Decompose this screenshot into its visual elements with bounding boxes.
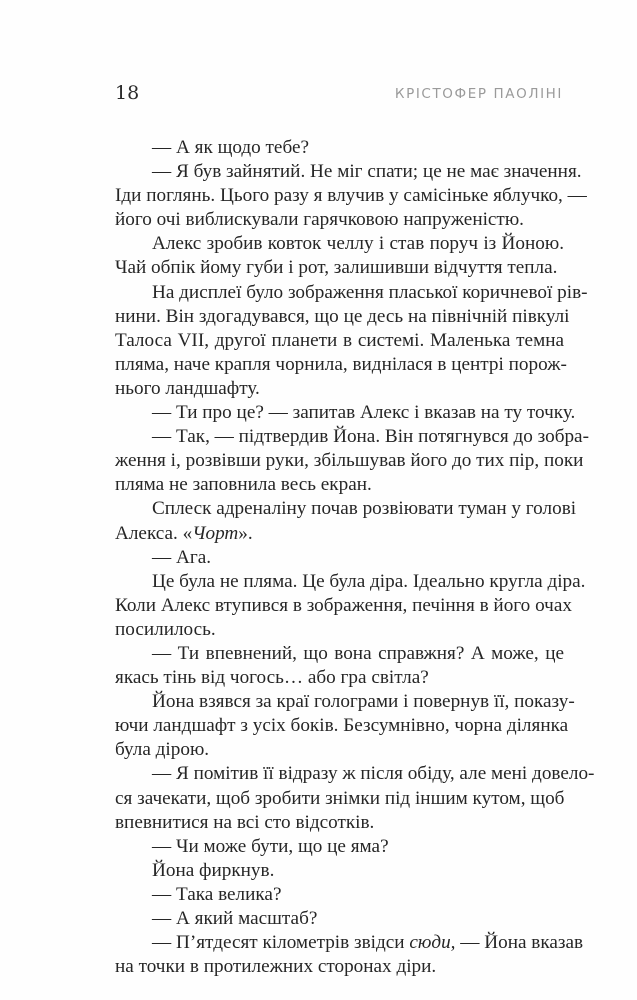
text-line [115, 136, 564, 160]
text-line-content: — А як щодо тебе? [152, 137, 309, 158]
text-line-content: Йона взявся за краї голограми і повернув її, показу- [152, 691, 575, 713]
text-line-content: Алекса. « [115, 522, 193, 544]
text-line [115, 208, 564, 232]
text-line-content: ючи ландшафт з усіх боків. Безсумнівно, чорна ділянка [115, 715, 569, 737]
text-line-content: Йона фиркнув. [152, 859, 275, 881]
text-line [115, 618, 564, 642]
text-line [115, 522, 564, 546]
text-line [115, 184, 587, 208]
text-line-content: Талоса VII, другої планети в системі. Маленька темна [115, 329, 564, 351]
text-line [115, 449, 584, 473]
text-line [115, 811, 564, 835]
text-line [115, 353, 567, 377]
text-line-content: Сплеск адреналіну почав розвіювати туман у голові [152, 498, 577, 520]
text-line [115, 425, 589, 449]
text-line [115, 546, 564, 570]
text-line [115, 883, 564, 907]
text-line [115, 859, 564, 883]
text-line [115, 160, 582, 184]
text-line [115, 305, 570, 329]
text-line-content: нього ландшафту. [115, 377, 260, 399]
text-line-content: була дірою. [115, 739, 210, 761]
text-line-tail: ». [238, 522, 253, 544]
text-line [115, 955, 564, 979]
text-line-content: впевнитися на всі сто відсотків. [115, 811, 375, 833]
text-line-content: На дисплеї було зображення пласької коричневої рів- [152, 281, 588, 303]
text-line [115, 401, 576, 425]
text-line-content: — Чи може бути, що це яма? [152, 835, 389, 857]
text-line-content: Коли Алекс втупився в зображення, печіння в його очах [115, 594, 572, 616]
text-line [115, 931, 584, 955]
text-line [115, 738, 564, 762]
text-line [115, 666, 564, 690]
text-line [115, 594, 572, 618]
text-line-content: — А який масштаб? [152, 908, 318, 929]
text-line-content: його очі виблискували гарячковою напруженістю. [115, 209, 524, 231]
text-line-content: Це була не пляма. Це була діра. Ідеально кругла діра. [152, 570, 586, 592]
page-number: 18 [115, 82, 140, 104]
text-line-content: посилилось. [115, 618, 216, 640]
text-line-content: — Ти впевнений, що вона справжня? А може, це [152, 642, 564, 664]
text-line-content: — Я був зайнятий. Не міг спати; це не має значення. [152, 161, 582, 183]
text-line-content: — Я помітив її відразу ж після обіду, але мені довело- [152, 763, 595, 785]
text-line-content: — П’ятдесят кілометрів звідси [152, 932, 410, 954]
text-line-content: пляма не заповнила весь екран. [115, 474, 372, 496]
text-line [115, 570, 586, 594]
italic-emphasis: Чорт [192, 522, 239, 544]
text-line [115, 714, 569, 738]
running-head-author: КРІСТОФЕР ПАОЛІНІ [394, 86, 563, 102]
text-line-content: Іди поглянь. Цього разу я влучив у самісіньке яблучко, — [115, 185, 587, 207]
text-line-content: нини. Він здогадувався, що це десь на північній півкулі [115, 305, 570, 327]
italic-emphasis: сюди, [409, 932, 456, 954]
text-line [115, 232, 564, 256]
text-line [115, 377, 564, 401]
text-line-content: — Ти про це? — запитав Алекс і вказав на ту точку. [152, 402, 576, 424]
text-line [115, 690, 575, 714]
text-line [115, 787, 564, 811]
text-line-content: — Так, — підтвердив Йона. Він потягнувся до зобра- [152, 426, 589, 448]
text-line [115, 473, 564, 497]
text-line-tail: — Йона вказав [455, 932, 584, 954]
text-line [115, 907, 564, 931]
text-line [115, 281, 588, 305]
text-line [115, 256, 564, 280]
text-line-content: — Ага. [152, 546, 212, 568]
text-line [115, 835, 564, 859]
text-line [115, 329, 564, 353]
text-line-content: ження і, розвівши руки, збільшував його до тих пір, поки [115, 450, 584, 472]
text-line [115, 642, 564, 666]
text-line-content: Алекс зробив ковток челлу і став поруч із Йоною. [152, 233, 564, 255]
text-line-content: Чай обпік йому губи і рот, залишивши відчуття тепла. [115, 257, 558, 279]
text-line [115, 762, 595, 786]
text-line-content: якась тінь від чогось… або гра світла? [115, 667, 429, 689]
text-line [115, 497, 577, 521]
text-line-content: на точки в протилежних сторонах діри. [115, 956, 437, 978]
text-line-content: пляма, наче крапля чорнила, виднілася в центрі порож- [115, 353, 567, 375]
text-line-content: ся зачекати, щоб зробити знімки під іншим кутом, щоб [115, 787, 565, 809]
body-text [115, 136, 595, 979]
text-line-content: — Така велика? [152, 883, 282, 905]
